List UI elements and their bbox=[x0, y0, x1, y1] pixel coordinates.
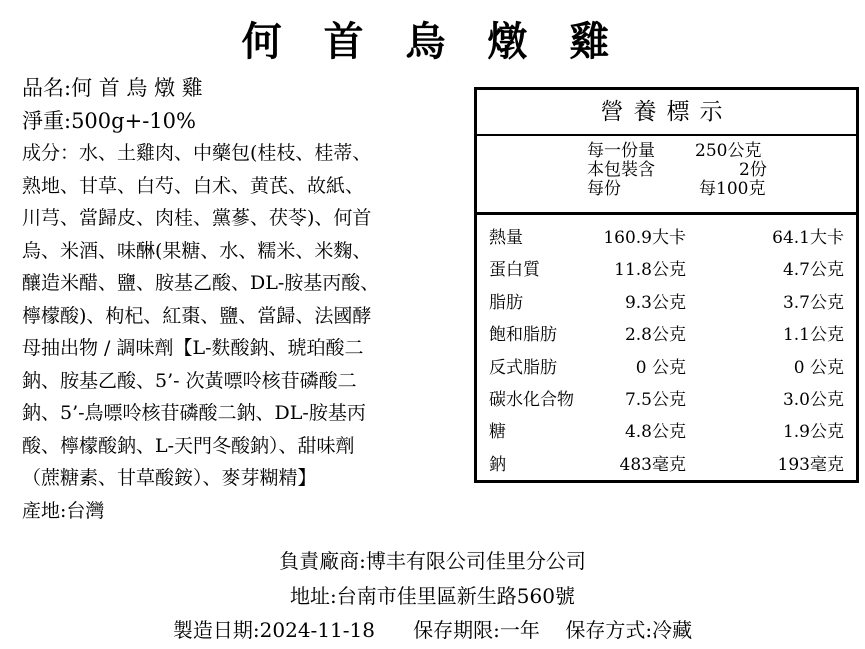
nutrient-per-serving: 483毫克 bbox=[619, 454, 686, 475]
nutrient-per-serving: 0 公克 bbox=[635, 357, 686, 378]
origin: 產地:台灣 bbox=[22, 499, 105, 522]
ingredient-line: 酸、檸檬酸鈉、L-天門冬酸鈉）、甜味劑 bbox=[22, 434, 355, 457]
serving-size-label: 每一份量 bbox=[587, 141, 655, 161]
nutrient-per-serving: 160.9大卡 bbox=[603, 228, 686, 248]
nutrition-row bbox=[477, 282, 856, 314]
address-line bbox=[0, 580, 865, 609]
product-title: 何 首 烏 燉 雞 bbox=[241, 18, 624, 65]
nutrient-per-serving: 4.8公克 bbox=[624, 422, 686, 443]
ingredient-line: 鈉、胺基乙酸、5’- 次黃嘌呤核苷磷酸二 bbox=[22, 369, 357, 392]
nutrient-name: 碳水化合物 bbox=[489, 389, 574, 410]
serving-info bbox=[477, 136, 856, 215]
nutrient-name: 反式脂肪 bbox=[489, 357, 557, 378]
per-serving-header: 每份 bbox=[587, 179, 621, 199]
servings-label: 本包裝含 bbox=[587, 160, 655, 180]
nutrient-name: 飽和脂肪 bbox=[489, 325, 557, 346]
nutrition-row bbox=[477, 347, 856, 379]
nutrition-facts-table bbox=[474, 87, 859, 483]
ingredient-line: 烏、米酒、味醂(果糖、水、糯米、米麴、 bbox=[22, 239, 372, 262]
nutrition-row bbox=[477, 217, 856, 249]
nutrient-name: 鈉 bbox=[489, 454, 506, 475]
nutrient-name: 蛋白質 bbox=[489, 260, 540, 281]
servings-value: 2份 bbox=[739, 160, 767, 180]
ingredient-line: （蔗糖素、甘草酸銨）、麥芽糊精】 bbox=[22, 467, 317, 489]
nutrient-per-serving: 9.3公克 bbox=[624, 292, 686, 313]
serving-size-value: 250公克 bbox=[695, 141, 762, 161]
nutrient-per-serving: 11.8公克 bbox=[614, 260, 686, 281]
nutrition-header: 營養標示 bbox=[477, 90, 856, 136]
nutrition-row bbox=[477, 411, 856, 443]
ingredient-line: 鈉、5’-鳥嘌呤核苷磷酸二鈉、DL-胺基丙 bbox=[22, 402, 366, 424]
nutrient-per-100g: 1.9公克 bbox=[782, 422, 844, 443]
storage-method: 保存方式:冷藏 bbox=[565, 618, 693, 642]
ingredient-line: 川芎、當歸皮、肉桂、黨蔘、茯苓)、何首 bbox=[22, 207, 372, 229]
nutrient-per-serving: 7.5公克 bbox=[624, 389, 686, 410]
ingredients-list bbox=[22, 137, 470, 495]
nutrient-name: 熱量 bbox=[489, 228, 523, 248]
ingredient-line: 母抽出物 / 調味劑【L-麩酸鈉、琥珀酸二 bbox=[22, 337, 364, 359]
nutrient-per-100g: 64.1大卡 bbox=[772, 228, 844, 248]
manufacture-date: 製造日期:2024-11-18 bbox=[172, 618, 375, 642]
nutrition-row bbox=[477, 314, 856, 346]
nutrient-per-100g: 4.7公克 bbox=[782, 260, 844, 281]
nutrient-per-100g: 3.7公克 bbox=[782, 292, 844, 313]
ingredient-line: 成分：水、土雞肉、中藥包(桂枝、桂蒂、 bbox=[22, 142, 372, 164]
product-info bbox=[22, 72, 470, 527]
nutrient-per-100g: 3.0公克 bbox=[782, 389, 844, 410]
per-100g-header: 每100克 bbox=[699, 179, 766, 199]
nutrient-per-serving: 2.8公克 bbox=[624, 325, 686, 346]
nutrition-row bbox=[477, 444, 856, 476]
company-line bbox=[0, 545, 865, 574]
date-line bbox=[0, 614, 865, 643]
nutrient-per-100g: 193毫克 bbox=[777, 454, 844, 475]
company-name: 負責廠商:博丰有限公司佳里分公司 bbox=[279, 549, 586, 573]
nutrient-name: 脂肪 bbox=[489, 292, 523, 313]
nutrition-rows bbox=[477, 215, 856, 476]
ingredient-line: 釀造米醋、鹽、胺基乙酸、DL-胺基丙酸、 bbox=[22, 272, 380, 294]
nutrient-per-100g: 1.1公克 bbox=[782, 325, 844, 346]
nutrient-per-100g: 0 公克 bbox=[793, 357, 844, 378]
net-weight: 淨重:500g+-10% bbox=[22, 108, 196, 133]
nutrition-row bbox=[477, 249, 856, 281]
company-address: 地址:台南市佳里區新生路560號 bbox=[290, 584, 575, 608]
ingredient-line: 熟地、甘草、白芍、白术、黄芪、故紙、 bbox=[22, 174, 365, 197]
ingredient-line: 檸檬酸)、枸杞、紅棗、鹽、當歸、法國酵 bbox=[22, 304, 372, 327]
product-name: 品名:何 首 烏 燉 雞 bbox=[22, 76, 203, 100]
nutrient-name: 糖 bbox=[489, 422, 506, 443]
shelf-life: 保存期限:一年 bbox=[413, 618, 540, 642]
nutrition-row bbox=[477, 379, 856, 411]
